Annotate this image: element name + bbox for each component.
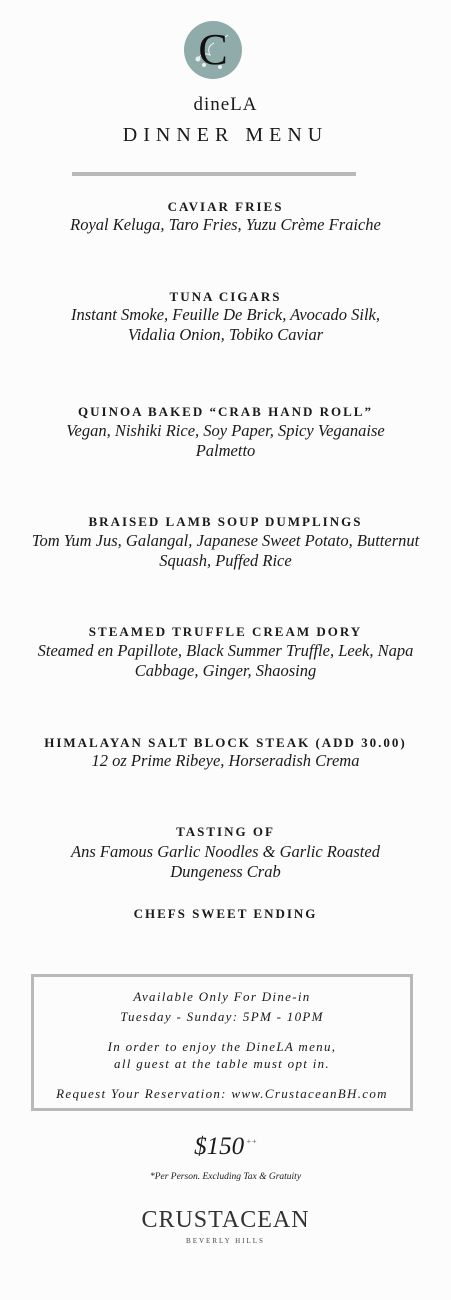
opt-in-text: In order to enjoy the DineLA menu, (107, 1039, 337, 1054)
logo-letter: C (198, 25, 228, 74)
dish-title: HIMALAYAN SALT BLOCK STEAK (ADD 30.00) (44, 735, 407, 750)
dish-desc: Squash, Puffed Rice (159, 551, 292, 570)
dish-title: BRAISED LAMB SOUP DUMPLINGS (88, 514, 363, 529)
divider (72, 172, 356, 176)
dish-title: QUINOA BAKED “CRAB HAND ROLL” (78, 404, 373, 419)
dish-desc: Royal Keluga, Taro Fries, Yuzu Crème Fraiche (70, 215, 381, 234)
price-suffix: ++ (246, 1137, 257, 1146)
dish-desc: Cabbage, Ginger, Shaosing (134, 661, 317, 680)
dish-desc: Steamed en Papillote, Black Summer Truffle, Leek, Napa (37, 641, 414, 660)
hours-text: Tuesday - Sunday: 5PM - 10PM (120, 1009, 324, 1024)
price-note: *Per Person. Excluding Tax & Gratuity (149, 1172, 302, 1182)
dish-title: CHEFS SWEET ENDING (133, 906, 318, 921)
dish-title: TUNA CIGARS (169, 289, 282, 304)
dish-desc: Vegan, Nishiki Rice, Soy Paper, Spicy Veganaise (66, 421, 385, 440)
price (0, 1133, 451, 1161)
dish-desc: 12 oz Prime Ribeye, Horseradish Crema (91, 751, 360, 770)
availability-text: Available Only For Dine-in (133, 989, 311, 1004)
dish-title: TASTING OF (176, 824, 275, 839)
reservation-text: Request Your Reservation: www.CrustaceanBH.com (56, 1086, 388, 1101)
page-title: DINNER MENU (122, 124, 329, 146)
restaurant-logo: CRUSTACEAN (141, 1207, 310, 1233)
opt-in-text: all guest at the table must opt in. (114, 1056, 330, 1071)
dish-desc: Tom Yum Jus, Galangal, Japanese Sweet Potato, Butternut (31, 531, 420, 550)
brand-name: dineLA (193, 94, 258, 115)
logo-emblem (184, 21, 242, 79)
dish-desc: Vidalia Onion, Tobiko Caviar (127, 325, 324, 344)
info-box (31, 974, 413, 1111)
dish-title: STEAMED TRUFFLE CREAM DORY (88, 624, 363, 639)
price-value: $150 (194, 1133, 245, 1160)
dish-title: CAVIAR FRIES (167, 199, 284, 214)
dish-desc: Dungeness Crab (170, 862, 281, 881)
dish-desc: Palmetto (195, 441, 256, 460)
restaurant-location: BEVERLY HILLS (186, 1237, 265, 1245)
dish-desc: Instant Smoke, Feuille De Brick, Avocado Silk, (71, 305, 380, 324)
dish-desc: Ans Famous Garlic Noodles & Garlic Roasted (71, 842, 380, 861)
